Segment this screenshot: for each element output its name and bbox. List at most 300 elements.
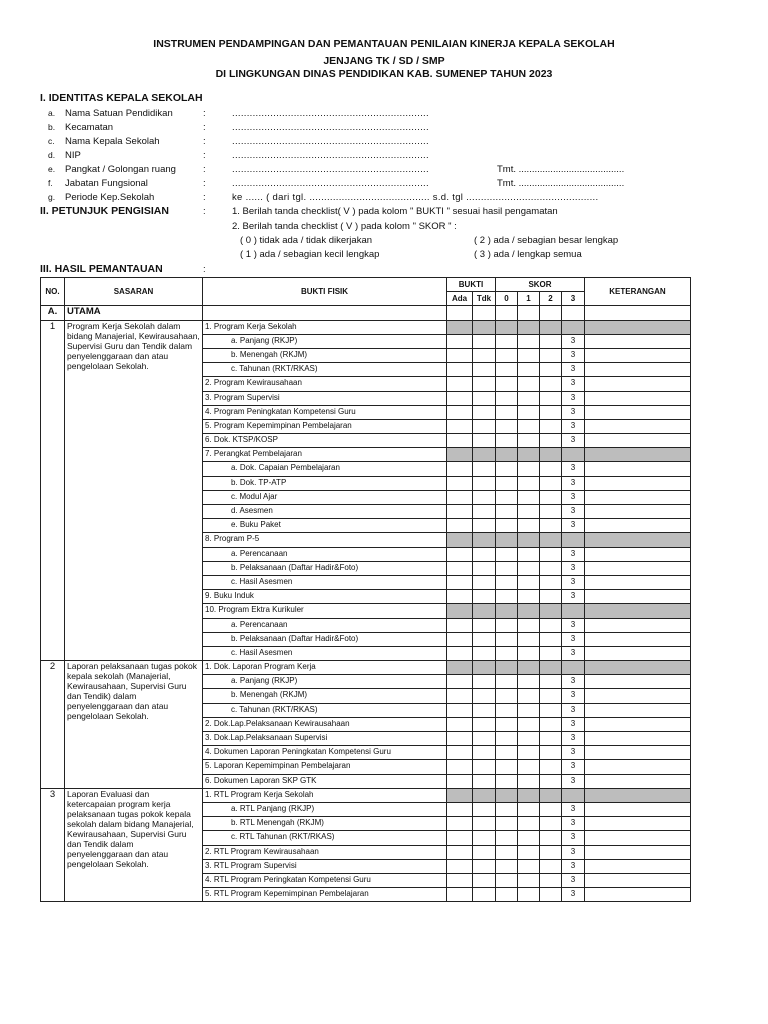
bukti-fisik-item: d. Asesmen xyxy=(203,505,447,519)
score-1-cell[interactable] xyxy=(518,575,540,589)
score-2-cell[interactable] xyxy=(540,448,562,462)
bukti-ada-cell[interactable] xyxy=(447,476,473,490)
bukti-tdk-cell[interactable] xyxy=(473,434,496,448)
bukti-fisik-item: b. Pelaksanaan (Daftar Hadir&Foto) xyxy=(203,632,447,646)
score-2-cell[interactable] xyxy=(540,732,562,746)
bukti-ada-cell[interactable] xyxy=(447,490,473,504)
bukti-tdk-cell[interactable] xyxy=(473,575,496,589)
score-1-cell[interactable] xyxy=(518,646,540,660)
keterangan-cell[interactable] xyxy=(585,788,691,802)
bukti-fisik-item: 5. RTL Program Kepemimpinan Pembelajaran xyxy=(203,888,447,902)
bukti-ada-cell[interactable] xyxy=(447,817,473,831)
score-option-2: ( 2 ) ada / sebagian besar lengkap xyxy=(474,235,619,246)
score-2-cell[interactable] xyxy=(540,646,562,660)
bukti-tdk-cell[interactable] xyxy=(473,788,496,802)
score-3-cell[interactable]: 3 xyxy=(562,774,585,788)
score-1-cell[interactable] xyxy=(518,632,540,646)
score-0-cell[interactable] xyxy=(496,505,518,519)
score-1-cell[interactable] xyxy=(518,661,540,675)
bukti-tdk-cell[interactable] xyxy=(473,746,496,760)
keterangan-cell[interactable] xyxy=(585,519,691,533)
bukti-tdk-cell[interactable] xyxy=(473,646,496,660)
keterangan-cell[interactable] xyxy=(585,873,691,887)
keterangan-cell[interactable] xyxy=(585,675,691,689)
bukti-ada-cell[interactable] xyxy=(447,788,473,802)
keterangan-cell[interactable] xyxy=(585,802,691,816)
keterangan-cell[interactable] xyxy=(585,774,691,788)
score-1-cell[interactable] xyxy=(518,618,540,632)
score-3-cell[interactable]: 3 xyxy=(562,334,585,348)
score-3-cell[interactable]: 3 xyxy=(562,363,585,377)
bukti-ada-cell[interactable] xyxy=(447,363,473,377)
score-0-cell[interactable] xyxy=(496,717,518,731)
bukti-tdk-cell[interactable] xyxy=(473,802,496,816)
score-1-cell[interactable] xyxy=(518,717,540,731)
bukti-ada-cell[interactable] xyxy=(447,802,473,816)
score-2-cell[interactable] xyxy=(540,462,562,476)
bukti-ada-cell[interactable] xyxy=(447,320,473,334)
score-3-cell[interactable]: 3 xyxy=(562,845,585,859)
score-3-cell[interactable] xyxy=(562,320,585,334)
score-0-cell[interactable] xyxy=(496,590,518,604)
score-1-cell[interactable] xyxy=(518,859,540,873)
score-3-cell[interactable]: 3 xyxy=(562,817,585,831)
bukti-tdk-cell[interactable] xyxy=(473,462,496,476)
keterangan-cell[interactable] xyxy=(585,320,691,334)
score-1-cell[interactable] xyxy=(518,377,540,391)
score-1-cell[interactable] xyxy=(518,845,540,859)
score-2-cell[interactable] xyxy=(540,547,562,561)
score-2-cell[interactable] xyxy=(540,632,562,646)
score-0-cell[interactable] xyxy=(496,575,518,589)
score-3-cell[interactable]: 3 xyxy=(562,377,585,391)
score-2-cell[interactable] xyxy=(540,618,562,632)
score-1-cell[interactable] xyxy=(518,590,540,604)
col-tdk: Tdk xyxy=(473,292,496,306)
score-0-cell[interactable] xyxy=(496,519,518,533)
score-2-cell[interactable] xyxy=(540,334,562,348)
score-0-cell[interactable] xyxy=(496,604,518,618)
score-0-cell[interactable] xyxy=(496,831,518,845)
score-3-cell[interactable] xyxy=(562,788,585,802)
bukti-ada-cell[interactable] xyxy=(447,831,473,845)
keterangan-cell[interactable] xyxy=(585,646,691,660)
score-0-cell[interactable] xyxy=(496,476,518,490)
score-3-cell[interactable] xyxy=(562,604,585,618)
section2-colon: : xyxy=(203,206,206,217)
score-1-cell[interactable] xyxy=(518,419,540,433)
score-1-cell[interactable] xyxy=(518,817,540,831)
bukti-ada-cell[interactable] xyxy=(447,661,473,675)
bukti-ada-cell[interactable] xyxy=(447,462,473,476)
bukti-tdk-cell[interactable] xyxy=(473,661,496,675)
score-0-cell[interactable] xyxy=(496,405,518,419)
score-1-cell[interactable] xyxy=(518,561,540,575)
bukti-ada-cell[interactable] xyxy=(447,746,473,760)
score-2-cell[interactable] xyxy=(540,590,562,604)
bukti-ada-cell[interactable] xyxy=(447,646,473,660)
score-3-cell[interactable]: 3 xyxy=(562,717,585,731)
bukti-tdk-cell[interactable] xyxy=(473,888,496,902)
score-1-cell[interactable] xyxy=(518,490,540,504)
score-1-cell[interactable] xyxy=(518,448,540,462)
score-0-cell[interactable] xyxy=(496,760,518,774)
score-2-cell[interactable] xyxy=(540,419,562,433)
score-2-cell[interactable] xyxy=(540,533,562,547)
bukti-tdk-cell[interactable] xyxy=(473,391,496,405)
score-2-cell[interactable] xyxy=(540,845,562,859)
score-0-cell[interactable] xyxy=(496,802,518,816)
score-2-cell[interactable] xyxy=(540,519,562,533)
identity-value: ................................................................... xyxy=(232,178,429,189)
score-3-cell[interactable]: 3 xyxy=(562,831,585,845)
keterangan-cell[interactable] xyxy=(585,590,691,604)
score-1-cell[interactable] xyxy=(518,732,540,746)
score-2-cell[interactable] xyxy=(540,760,562,774)
score-1-cell[interactable] xyxy=(518,831,540,845)
score-2-cell[interactable] xyxy=(540,377,562,391)
score-2-cell[interactable] xyxy=(540,490,562,504)
score-3-cell[interactable]: 3 xyxy=(562,732,585,746)
bukti-tdk-cell[interactable] xyxy=(473,320,496,334)
score-3-cell[interactable]: 3 xyxy=(562,746,585,760)
score-1-cell[interactable] xyxy=(518,774,540,788)
keterangan-cell[interactable] xyxy=(585,505,691,519)
score-2-cell[interactable] xyxy=(540,774,562,788)
score-3-cell[interactable]: 3 xyxy=(562,873,585,887)
score-2-cell[interactable] xyxy=(540,802,562,816)
score-1-cell[interactable] xyxy=(518,334,540,348)
score-3-cell[interactable]: 3 xyxy=(562,675,585,689)
keterangan-cell[interactable] xyxy=(585,419,691,433)
score-3-cell[interactable]: 3 xyxy=(562,405,585,419)
bukti-tdk-cell[interactable] xyxy=(473,732,496,746)
bukti-fisik-item: 10. Program Ektra Kurikuler xyxy=(203,604,447,618)
bukti-ada-cell[interactable] xyxy=(447,717,473,731)
keterangan-cell[interactable] xyxy=(585,547,691,561)
score-0-cell[interactable] xyxy=(496,391,518,405)
score-3-cell[interactable]: 3 xyxy=(562,590,585,604)
bukti-tdk-cell[interactable] xyxy=(473,519,496,533)
keterangan-cell[interactable] xyxy=(585,334,691,348)
score-3-cell[interactable]: 3 xyxy=(562,490,585,504)
score-0-cell[interactable] xyxy=(496,859,518,873)
bukti-ada-cell[interactable] xyxy=(447,377,473,391)
score-3-cell[interactable]: 3 xyxy=(562,519,585,533)
bukti-ada-cell[interactable] xyxy=(447,448,473,462)
score-0-cell[interactable] xyxy=(496,462,518,476)
instruction-1: 1. Berilah tanda checklist( V ) pada kolom " BUKTI " sesuai hasil pengamatan xyxy=(232,206,558,217)
score-0-cell[interactable] xyxy=(496,646,518,660)
score-0-cell[interactable] xyxy=(496,632,518,646)
bukti-tdk-cell[interactable] xyxy=(473,873,496,887)
keterangan-cell[interactable] xyxy=(585,363,691,377)
score-1-cell[interactable] xyxy=(518,405,540,419)
keterangan-cell[interactable] xyxy=(585,717,691,731)
score-2-cell[interactable] xyxy=(540,320,562,334)
score-2-cell[interactable] xyxy=(540,888,562,902)
score-2-cell[interactable] xyxy=(540,348,562,362)
score-2-cell[interactable] xyxy=(540,689,562,703)
bukti-tdk-cell[interactable] xyxy=(473,448,496,462)
score-3-cell[interactable]: 3 xyxy=(562,703,585,717)
score-2-cell[interactable] xyxy=(540,788,562,802)
bukti-tdk-cell[interactable] xyxy=(473,590,496,604)
score-3-cell[interactable]: 3 xyxy=(562,391,585,405)
score-0-cell[interactable] xyxy=(496,661,518,675)
bukti-ada-cell[interactable] xyxy=(447,575,473,589)
bukti-ada-cell[interactable] xyxy=(447,505,473,519)
score-0-cell[interactable] xyxy=(496,689,518,703)
keterangan-cell[interactable] xyxy=(585,618,691,632)
keterangan-cell[interactable] xyxy=(585,348,691,362)
bukti-tdk-cell[interactable] xyxy=(473,717,496,731)
bukti-tdk-cell[interactable] xyxy=(473,618,496,632)
bukti-ada-cell[interactable] xyxy=(447,547,473,561)
bukti-tdk-cell[interactable] xyxy=(473,405,496,419)
score-1-cell[interactable] xyxy=(518,746,540,760)
bukti-ada-cell[interactable] xyxy=(447,632,473,646)
bukti-tdk-cell[interactable] xyxy=(473,689,496,703)
score-1-cell[interactable] xyxy=(518,788,540,802)
score-3-cell[interactable]: 3 xyxy=(562,419,585,433)
score-0-cell[interactable] xyxy=(496,703,518,717)
bukti-ada-cell[interactable] xyxy=(447,533,473,547)
score-1-cell[interactable] xyxy=(518,760,540,774)
score-2-cell[interactable] xyxy=(540,434,562,448)
score-1-cell[interactable] xyxy=(518,675,540,689)
score-3-cell[interactable]: 3 xyxy=(562,434,585,448)
keterangan-cell[interactable] xyxy=(585,462,691,476)
score-1-cell[interactable] xyxy=(518,888,540,902)
score-3-cell[interactable]: 3 xyxy=(562,505,585,519)
keterangan-cell[interactable] xyxy=(585,448,691,462)
score-2-cell[interactable] xyxy=(540,505,562,519)
bukti-ada-cell[interactable] xyxy=(447,689,473,703)
score-0-cell[interactable] xyxy=(496,490,518,504)
score-3-cell[interactable]: 3 xyxy=(562,632,585,646)
bukti-tdk-cell[interactable] xyxy=(473,334,496,348)
bukti-ada-cell[interactable] xyxy=(447,703,473,717)
score-3-cell[interactable]: 3 xyxy=(562,476,585,490)
score-2-cell[interactable] xyxy=(540,604,562,618)
score-1-cell[interactable] xyxy=(518,476,540,490)
bukti-ada-cell[interactable] xyxy=(447,405,473,419)
score-1-cell[interactable] xyxy=(518,434,540,448)
score-0-cell[interactable] xyxy=(496,363,518,377)
keterangan-cell[interactable] xyxy=(585,661,691,675)
bukti-ada-cell[interactable] xyxy=(447,590,473,604)
score-0-cell[interactable] xyxy=(496,547,518,561)
score-1-cell[interactable] xyxy=(518,689,540,703)
keterangan-cell[interactable] xyxy=(585,760,691,774)
score-2-cell[interactable] xyxy=(540,831,562,845)
keterangan-cell[interactable] xyxy=(585,476,691,490)
score-0-cell[interactable] xyxy=(496,788,518,802)
score-1-cell[interactable] xyxy=(518,547,540,561)
score-3-cell[interactable]: 3 xyxy=(562,618,585,632)
keterangan-cell[interactable] xyxy=(585,561,691,575)
bukti-tdk-cell[interactable] xyxy=(473,419,496,433)
keterangan-cell[interactable] xyxy=(585,377,691,391)
score-2-cell[interactable] xyxy=(540,859,562,873)
score-0-cell[interactable] xyxy=(496,888,518,902)
bukti-ada-cell[interactable] xyxy=(447,732,473,746)
bukti-tdk-cell[interactable] xyxy=(473,675,496,689)
bukti-tdk-cell[interactable] xyxy=(473,632,496,646)
score-1-cell[interactable] xyxy=(518,391,540,405)
keterangan-cell[interactable] xyxy=(585,632,691,646)
score-1-cell[interactable] xyxy=(518,802,540,816)
score-0-cell[interactable] xyxy=(496,774,518,788)
score-0-cell[interactable] xyxy=(496,873,518,887)
bukti-tdk-cell[interactable] xyxy=(473,845,496,859)
keterangan-cell[interactable] xyxy=(585,703,691,717)
keterangan-cell[interactable] xyxy=(585,845,691,859)
bukti-ada-cell[interactable] xyxy=(447,774,473,788)
keterangan-cell[interactable] xyxy=(585,689,691,703)
score-0-cell[interactable] xyxy=(496,419,518,433)
score-0-cell[interactable] xyxy=(496,618,518,632)
bukti-tdk-cell[interactable] xyxy=(473,490,496,504)
score-0-cell[interactable] xyxy=(496,746,518,760)
bukti-ada-cell[interactable] xyxy=(447,348,473,362)
score-0-cell[interactable] xyxy=(496,845,518,859)
bukti-tdk-cell[interactable] xyxy=(473,476,496,490)
score-3-cell[interactable]: 3 xyxy=(562,689,585,703)
score-1-cell[interactable] xyxy=(518,533,540,547)
bukti-ada-cell[interactable] xyxy=(447,888,473,902)
score-1-cell[interactable] xyxy=(518,462,540,476)
identity-label: Periode Kep.Sekolah xyxy=(65,192,155,203)
bukti-tdk-cell[interactable] xyxy=(473,377,496,391)
score-1-cell[interactable] xyxy=(518,703,540,717)
score-3-cell[interactable]: 3 xyxy=(562,348,585,362)
score-0-cell[interactable] xyxy=(496,533,518,547)
score-3-cell[interactable]: 3 xyxy=(562,859,585,873)
score-1-cell[interactable] xyxy=(518,363,540,377)
keterangan-cell[interactable] xyxy=(585,859,691,873)
bukti-tdk-cell[interactable] xyxy=(473,561,496,575)
score-3-cell[interactable]: 3 xyxy=(562,561,585,575)
score-0-cell[interactable] xyxy=(496,377,518,391)
identity-colon: : xyxy=(203,136,206,147)
score-2-cell[interactable] xyxy=(540,561,562,575)
bukti-ada-cell[interactable] xyxy=(447,334,473,348)
score-1-cell[interactable] xyxy=(518,873,540,887)
bukti-tdk-cell[interactable] xyxy=(473,831,496,845)
score-0-cell[interactable] xyxy=(496,320,518,334)
keterangan-cell[interactable] xyxy=(585,490,691,504)
score-0-cell[interactable] xyxy=(496,675,518,689)
keterangan-cell[interactable] xyxy=(585,533,691,547)
score-3-cell[interactable]: 3 xyxy=(562,646,585,660)
score-2-cell[interactable] xyxy=(540,476,562,490)
keterangan-cell[interactable] xyxy=(585,888,691,902)
bukti-tdk-cell[interactable] xyxy=(473,533,496,547)
bukti-tdk-cell[interactable] xyxy=(473,363,496,377)
keterangan-cell[interactable] xyxy=(585,391,691,405)
bukti-tdk-cell[interactable] xyxy=(473,760,496,774)
bukti-tdk-cell[interactable] xyxy=(473,547,496,561)
score-3-cell[interactable] xyxy=(562,661,585,675)
score-3-cell[interactable]: 3 xyxy=(562,760,585,774)
score-0-cell[interactable] xyxy=(496,732,518,746)
bukti-tdk-cell[interactable] xyxy=(473,859,496,873)
bukti-tdk-cell[interactable] xyxy=(473,604,496,618)
score-2-cell[interactable] xyxy=(540,746,562,760)
keterangan-cell[interactable] xyxy=(585,817,691,831)
score-0-cell[interactable] xyxy=(496,561,518,575)
score-1-cell[interactable] xyxy=(518,320,540,334)
score-3-cell[interactable]: 3 xyxy=(562,888,585,902)
score-3-cell[interactable]: 3 xyxy=(562,547,585,561)
score-1-cell[interactable] xyxy=(518,519,540,533)
bukti-tdk-cell[interactable] xyxy=(473,348,496,362)
score-3-cell[interactable]: 3 xyxy=(562,802,585,816)
bukti-ada-cell[interactable] xyxy=(447,675,473,689)
score-2-cell[interactable] xyxy=(540,703,562,717)
keterangan-cell[interactable] xyxy=(585,434,691,448)
bukti-fisik-item: 2. Program Kewirausahaan xyxy=(203,377,447,391)
score-3-cell[interactable]: 3 xyxy=(562,575,585,589)
keterangan-cell[interactable] xyxy=(585,604,691,618)
score-1-cell[interactable] xyxy=(518,348,540,362)
bukti-ada-cell[interactable] xyxy=(447,760,473,774)
keterangan-cell[interactable] xyxy=(585,831,691,845)
score-2-cell[interactable] xyxy=(540,575,562,589)
bukti-tdk-cell[interactable] xyxy=(473,703,496,717)
identity-letter: a. xyxy=(48,108,56,118)
bukti-ada-cell[interactable] xyxy=(447,873,473,887)
bukti-ada-cell[interactable] xyxy=(447,604,473,618)
keterangan-cell[interactable] xyxy=(585,575,691,589)
keterangan-cell[interactable] xyxy=(585,746,691,760)
bukti-ada-cell[interactable] xyxy=(447,434,473,448)
bukti-ada-cell[interactable] xyxy=(447,561,473,575)
bukti-ada-cell[interactable] xyxy=(447,845,473,859)
score-1-cell[interactable] xyxy=(518,604,540,618)
bukti-ada-cell[interactable] xyxy=(447,419,473,433)
score-0-cell[interactable] xyxy=(496,434,518,448)
score-2-cell[interactable] xyxy=(540,817,562,831)
bukti-tdk-cell[interactable] xyxy=(473,817,496,831)
bukti-ada-cell[interactable] xyxy=(447,519,473,533)
score-2-cell[interactable] xyxy=(540,717,562,731)
score-3-cell[interactable]: 3 xyxy=(562,462,585,476)
score-2-cell[interactable] xyxy=(540,405,562,419)
keterangan-cell[interactable] xyxy=(585,732,691,746)
score-0-cell[interactable] xyxy=(496,448,518,462)
score-0-cell[interactable] xyxy=(496,348,518,362)
bukti-tdk-cell[interactable] xyxy=(473,774,496,788)
score-2-cell[interactable] xyxy=(540,363,562,377)
score-3-cell[interactable] xyxy=(562,448,585,462)
score-0-cell[interactable] xyxy=(496,817,518,831)
keterangan-cell[interactable] xyxy=(585,405,691,419)
bukti-ada-cell[interactable] xyxy=(447,391,473,405)
score-1-cell[interactable] xyxy=(518,505,540,519)
score-0-cell[interactable] xyxy=(496,334,518,348)
bukti-ada-cell[interactable] xyxy=(447,859,473,873)
score-2-cell[interactable] xyxy=(540,661,562,675)
bukti-tdk-cell[interactable] xyxy=(473,505,496,519)
score-2-cell[interactable] xyxy=(540,675,562,689)
score-3-cell[interactable] xyxy=(562,533,585,547)
score-2-cell[interactable] xyxy=(540,873,562,887)
score-2-cell[interactable] xyxy=(540,391,562,405)
bukti-ada-cell[interactable] xyxy=(447,618,473,632)
